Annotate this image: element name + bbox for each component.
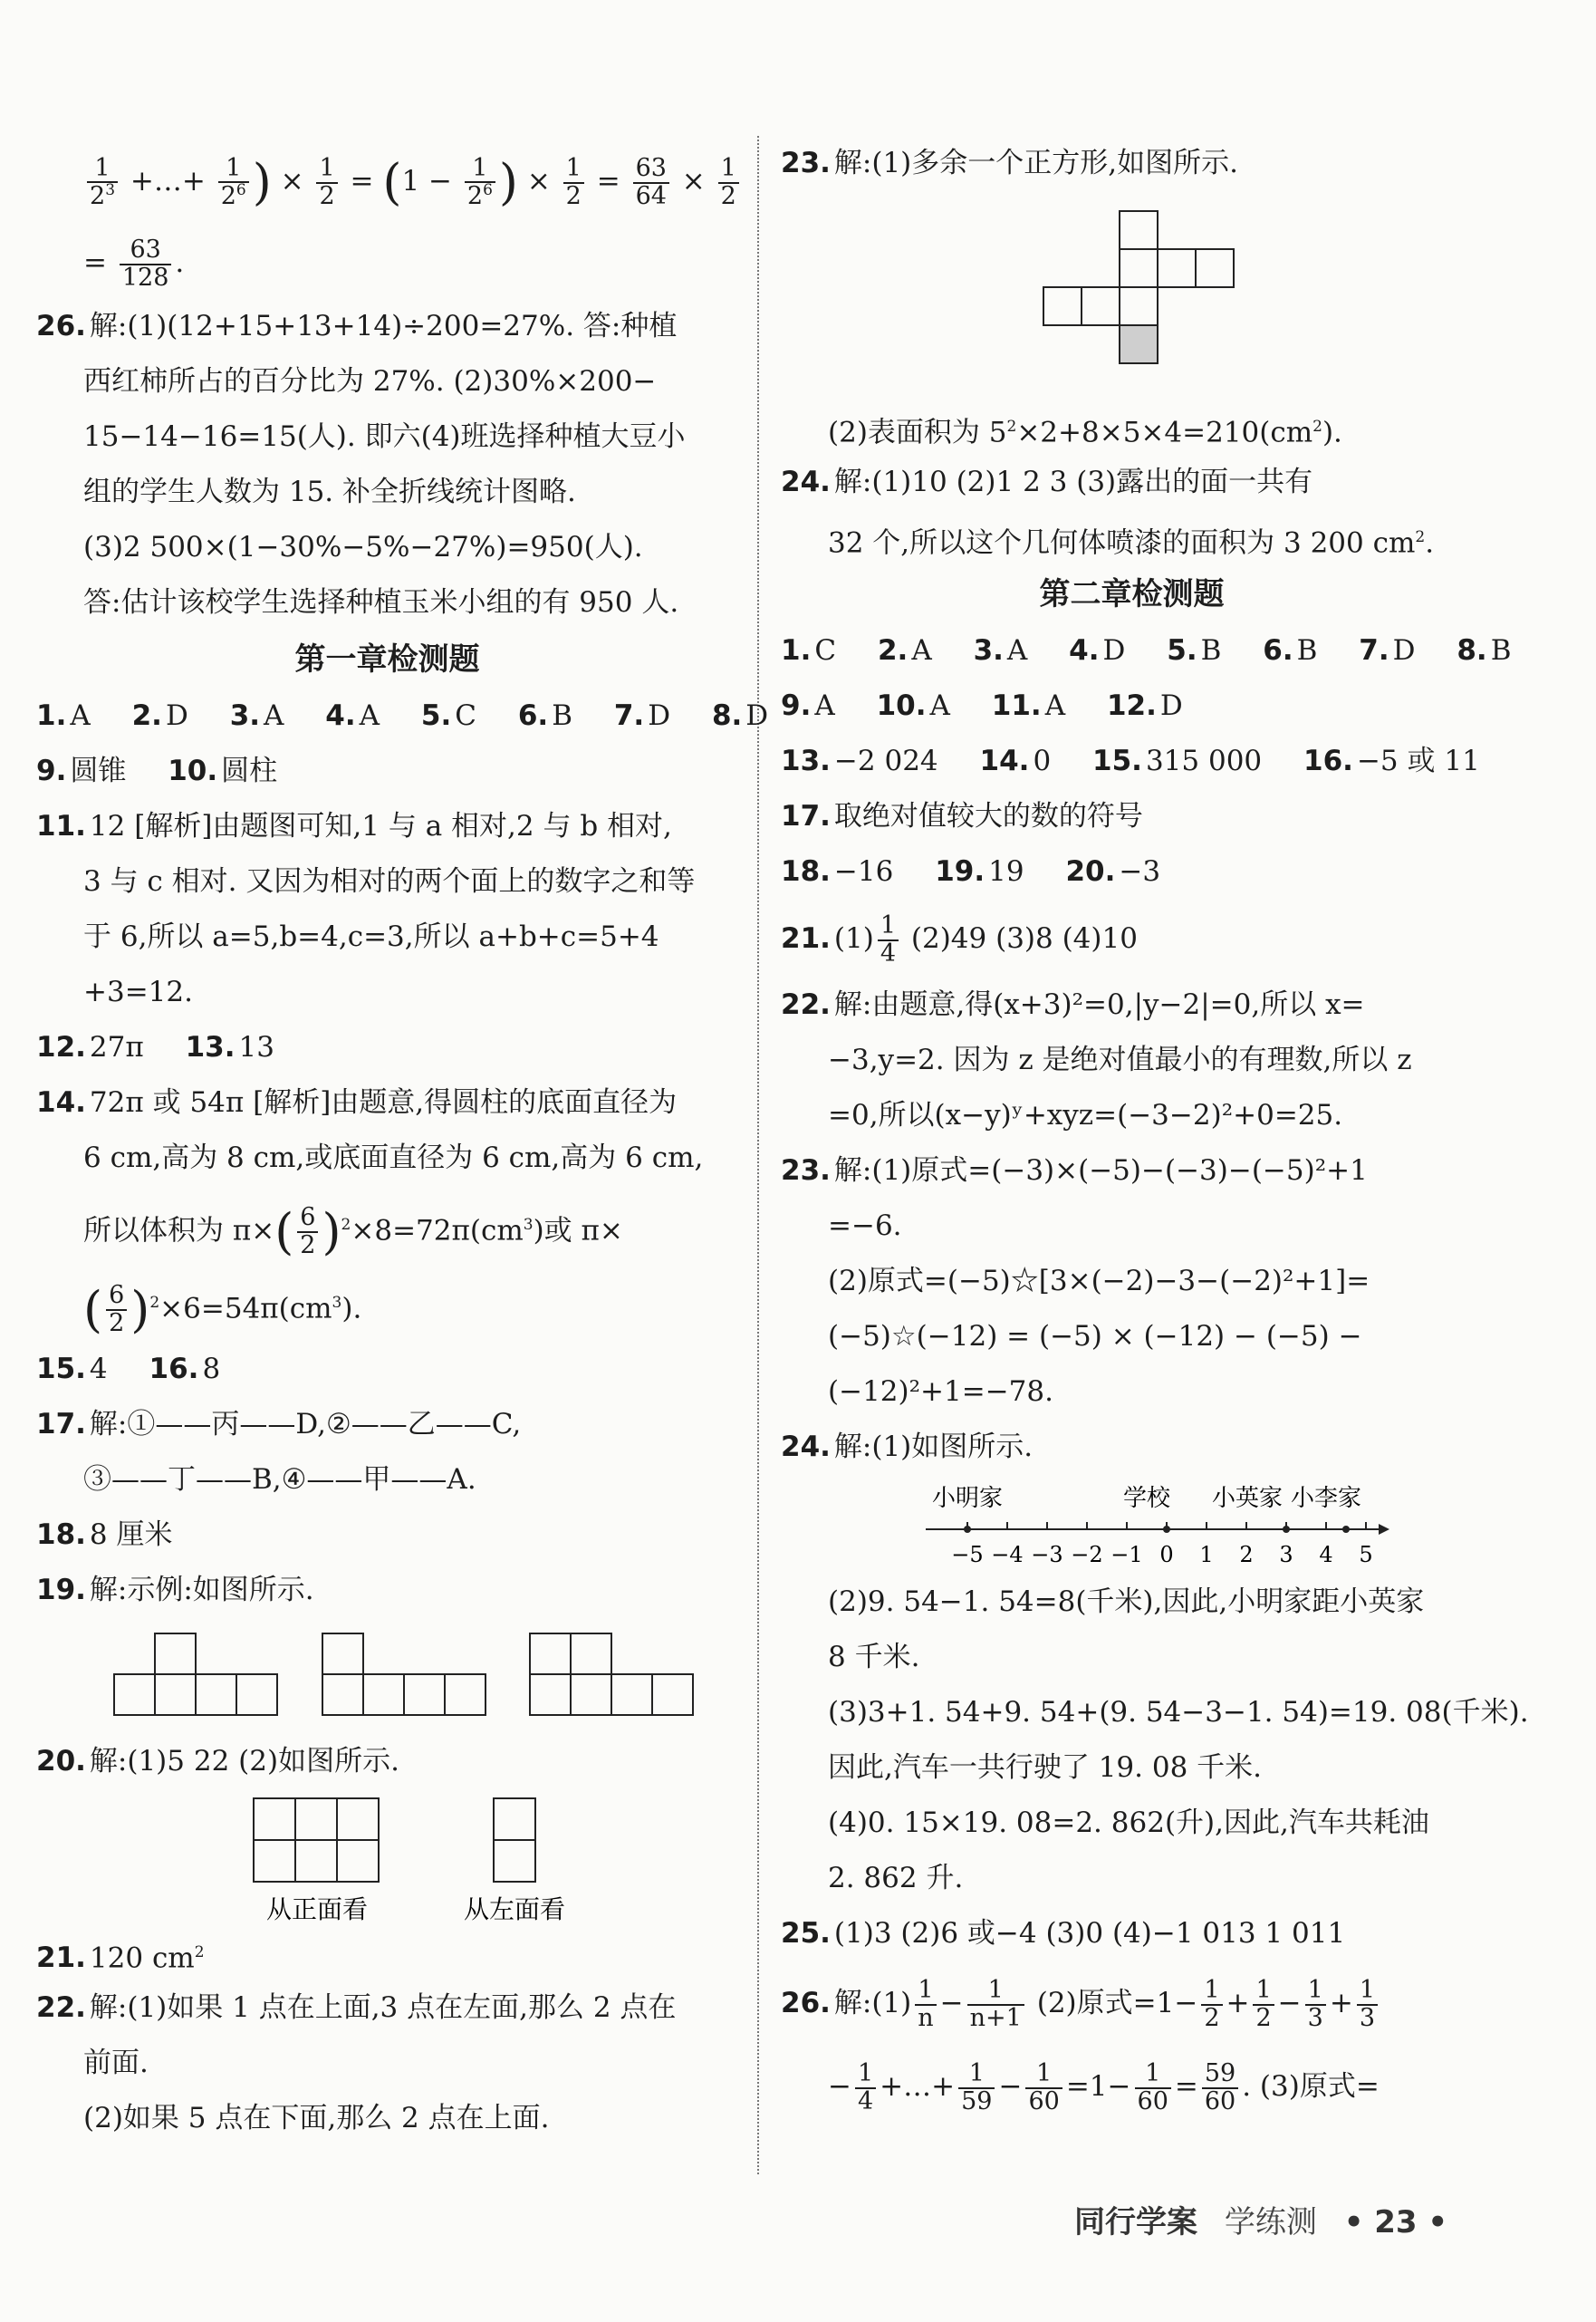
views-drawings <box>36 1789 707 1925</box>
text-line: 于 6,所以 a=5,b=4,c=3,所以 a+b+c=5+4 <box>83 920 659 953</box>
chapter-2-title: 第二章检测题 <box>1039 576 1225 612</box>
answer-17r: 17. 取绝对值较大的数的符号 <box>781 800 1143 833</box>
answer-9-10: 9. 圆锥 10. 圆柱 <box>36 755 278 787</box>
text-line: 组的学生人数为 15. 补全折线统计图略. <box>83 476 576 508</box>
label-school: 学校 <box>1122 1485 1171 1512</box>
fraction: $\frac{1}{2}$ <box>1253 1978 1274 2031</box>
fraction: $\frac{1}{59}$ <box>958 2061 995 2115</box>
number-line-tick-label: 1 <box>1199 1542 1214 1567</box>
answer-22r: 22. 解:由题意,得(x+3)²=0,|y−2|=0,所以 x= <box>781 988 1365 1021</box>
net-figure-23 <box>781 191 1483 400</box>
answer-12-13: 12. 27π 13. 13 <box>36 1031 274 1064</box>
fraction: $\frac{1}{2^3}$ <box>87 156 118 210</box>
text-line: 6 cm,高为 8 cm,或底面直径为 6 cm,高为 6 cm, <box>83 1142 704 1174</box>
label-xiaoming-home: 小明家 <box>931 1485 1004 1512</box>
text-line: 8 千米. <box>828 1641 920 1673</box>
mc-answers-ch2-a: 1. C 2. A 3. A 4. D 5. B 6. B 7. D 8. B <box>781 634 1512 667</box>
text-line: 3 与 c 相对. 又因为相对的两个面上的数字之和等 <box>83 865 696 898</box>
number-line-tick-label: 0 <box>1159 1542 1174 1567</box>
fraction: $\frac{1}{2^6}$ <box>218 156 249 210</box>
text-line: (2)9. 54−1. 54=8(千米),因此,小明家距小英家 <box>828 1585 1425 1618</box>
number-line-tick-label: −1 <box>1110 1542 1143 1567</box>
footer-brand: 同行学案 <box>1074 2204 1197 2240</box>
number-line-tick-label: −2 <box>1071 1542 1103 1567</box>
text-line: (2)原式=(−5)☆[3×(−2)−3−(−2)²+1]= <box>828 1265 1370 1297</box>
fraction-line-1: $\frac{1}{2^3}$ +…+ $\frac{1}{2^6}$ ) × $\frac{1}{2}$ = (1 − $\frac{1}{2^6}$ ) × $\frac{1}{2}$ = $\frac{63}{64}$ × $\frac{1}{2}$ <box>36 136 738 226</box>
fraction: $\frac{1}{60}$ <box>1135 2061 1171 2115</box>
net-figures-19 <box>36 1618 738 1734</box>
cube-net-extra-square <box>781 191 1469 400</box>
text-line: 所以体积为 π×( $\frac{6}{2}$ )$^2\times 8=72\pi(cm^3)$或 π× <box>83 1202 623 1260</box>
text-line: (2)如果 5 点在下面,那么 2 点在上面. <box>83 2102 550 2134</box>
views-figure-20 <box>36 1789 738 1925</box>
front-view-label: 从正面看 <box>265 1894 369 1924</box>
left-view-label: 从左面看 <box>463 1894 566 1924</box>
text-line: (3)3+1. 54+9. 54+(9. 54−3−1. 54)=19. 08(千米). <box>828 1696 1529 1729</box>
fraction: $\frac{1}{4}$ <box>878 913 899 967</box>
fraction: $\frac{1}{2}$ <box>316 156 337 209</box>
text-line: 西红柿所占的百分比为 27%. (2)30%×200− <box>83 365 657 398</box>
answer-24r: 24. 解:(1)如图所示. <box>781 1431 1034 1463</box>
answer-24: 24. 解:(1)10 (2)1 2 3 (3)露出的面一共有 <box>781 466 1313 498</box>
fraction: $\frac{1}{3}$ <box>1305 1978 1326 2031</box>
footer-series: 学练测 <box>1224 2204 1317 2240</box>
answer-18-20: 18. −16 19. 19 20. −3 <box>781 855 1161 888</box>
right-column <box>781 136 1529 2128</box>
mc-answers-ch2-b: 9. A 10. A 11. A 12. D <box>781 689 1183 722</box>
fraction: $\frac{6}{2}$ <box>106 1283 127 1336</box>
answer-23: 23. 解:(1)多余一个正方形,如图所示. <box>781 147 1238 179</box>
label-xiaoli-home: 小李家 <box>1290 1485 1362 1512</box>
text-line: 答:估计该校学生选择种植玉米小组的有 950 人. <box>83 586 679 619</box>
page-footer <box>1074 2197 1464 2241</box>
answer-23r: 23. 解:(1)原式=(−3)×(−5)−(−3)−(−5)²+1 <box>781 1154 1368 1187</box>
fraction: $\frac{59}{60}$ <box>1202 2061 1238 2115</box>
text-line: (4)0. 15×19. 08=2. 862(升),因此,汽车共耗油 <box>828 1807 1429 1839</box>
page-number: • 23 • <box>1343 2204 1448 2240</box>
answer-22: 22. 解:(1)如果 1 点在上面,3 点在左面,那么 2 点在 <box>36 1991 677 2024</box>
number-line-tick-label: 3 <box>1279 1542 1293 1567</box>
text-line: 前面. <box>83 2047 149 2079</box>
answer-15-16: 15. 4 16. 8 <box>36 1353 221 1385</box>
fraction-line-2: = $\frac{63}{128}$ . <box>83 236 185 292</box>
text-line: 15−14−16=15(人). 即六(4)班选择种植大豆小 <box>83 420 686 453</box>
fraction: $\frac{1}{2}$ <box>1201 1978 1222 2031</box>
left-column <box>36 136 769 2146</box>
number-line-point <box>1163 1526 1170 1533</box>
number-line-figure <box>781 1475 1483 1575</box>
text-line: 2. 862 升. <box>828 1862 964 1894</box>
fraction: $\frac{1}{n+1}$ <box>967 1978 1024 2031</box>
fraction: $\frac{1}{4}$ <box>855 2061 876 2115</box>
fraction: $\frac{1}{3}$ <box>1357 1978 1378 2031</box>
number-line-tick-label: −5 <box>951 1542 984 1567</box>
text-line: (−5)☆(−12) = (−5) × (−12) − (−5) − <box>828 1320 1362 1353</box>
cube-net-drawings <box>36 1618 707 1727</box>
answer-14: 14. 72π 或 54π [解析]由题意,得圆柱的底面直径为 <box>36 1086 678 1119</box>
fraction: $\frac{1}{2}$ <box>718 156 739 209</box>
answer-13-16: 13. −2 024 14. 0 15. 315 000 16. −5 或 11 <box>781 745 1480 777</box>
text-line: −3,y=2. 因为 z 是绝对值最小的有理数,所以 z <box>828 1044 1412 1076</box>
answer-26r: 26. 解:(1) $\frac{1}{n}$ − $\frac{1}{n+1}$ (2)原式=1− $\frac{1}{2}$ + $\frac{1}{2}$ − $\frac{1}{3}$ + $\frac{1}{3}$ <box>781 1961 1483 2045</box>
number-line-tick-label: 5 <box>1359 1542 1373 1567</box>
text-line: =0,所以(x−y)ʸ+xyz=(−3−2)²+0=25. <box>828 1099 1343 1132</box>
number-line-tick-label: −4 <box>991 1542 1024 1567</box>
label-xiaoying-home: 小英家 <box>1211 1485 1284 1512</box>
arrow-right-icon <box>1379 1524 1389 1535</box>
answer-11: 11. 12 [解析]由题图可知,1 与 a 相对,2 与 b 相对, <box>36 810 672 843</box>
answer-25r: 25. (1)3 (2)6 或−4 (3)0 (4)−1 013 1 011 <box>781 1917 1346 1950</box>
extra-square-shaded <box>1120 325 1158 363</box>
text-line: ( $\frac{6}{2}$ )$^2\times 6=54\pi(cm^3)$. <box>83 1280 362 1338</box>
text-line: +3=12. <box>83 976 193 1008</box>
fraction: $\frac{1}{2^6}$ <box>465 156 495 210</box>
fraction: $\frac{1}{n}$ <box>915 1978 936 2031</box>
answer-18: 18. 8 厘米 <box>36 1518 173 1551</box>
number-line-point <box>964 1526 971 1533</box>
text-line: (3)2 500×(1−30%−5%−27%)=950(人). <box>83 531 643 564</box>
answer-26: 26. 解:(1)(12+15+13+14)÷200=27%. 答:种植 <box>36 310 678 342</box>
column-divider <box>757 136 759 2174</box>
fraction: $\frac{6}{2}$ <box>297 1205 318 1258</box>
fraction: $\frac{63}{128}$ <box>120 237 172 291</box>
answer-19: 19. 解:示例:如图所示. <box>36 1574 314 1606</box>
text-line: − $\frac{1}{4}$ +…+ $\frac{1}{59}$ − $\frac{1}{60}$ =1− $\frac{1}{60}$ = $\frac{59}{60}$ . (3)原式= <box>828 2059 1380 2115</box>
fraction: $\frac{63}{64}$ <box>633 156 669 209</box>
fraction: $\frac{1}{60}$ <box>1025 2061 1062 2115</box>
text-line: ③——丁——B,④——甲——A. <box>83 1463 476 1496</box>
text-line: 32 个,所以这个几何体喷漆的面积为 3 200 $cm^2$. <box>828 526 1435 560</box>
mc-answers-ch1: 1. A 2. D 3. A 4. A 5. C 6. B 7. D 8. D <box>36 699 769 732</box>
number-line-tick-label: −3 <box>1031 1542 1063 1567</box>
number-line <box>781 1475 1469 1575</box>
text-line: =−6. <box>828 1209 902 1242</box>
text-line: 因此,汽车一共行驶了 19. 08 千米. <box>828 1751 1263 1784</box>
number-line-tick-label: 4 <box>1319 1542 1333 1567</box>
answer-21r: 21. (1) $\frac{1}{4}$ (2)49 (3)8 (4)10 <box>781 911 1138 968</box>
number-line-point <box>1283 1526 1290 1533</box>
number-line-tick-label: 2 <box>1239 1542 1254 1567</box>
answer-20: 20. 解:(1)5 22 (2)如图所示. <box>36 1745 399 1778</box>
answer-17: 17. 解:①——丙——D,②——乙——C, <box>36 1408 522 1440</box>
answer-21: 21. 120 $cm^2$ <box>36 1941 205 1975</box>
text-line: (−12)²+1=−78. <box>828 1375 1053 1408</box>
answer-23-2: (2)表面积为 $5^2\times 2+8\times 5\times 4=210(cm^2)$. <box>828 416 1342 449</box>
fraction: $\frac{1}{2}$ <box>563 156 584 209</box>
number-line-point <box>1342 1526 1350 1533</box>
chapter-1-title: 第一章检测题 <box>294 641 480 678</box>
